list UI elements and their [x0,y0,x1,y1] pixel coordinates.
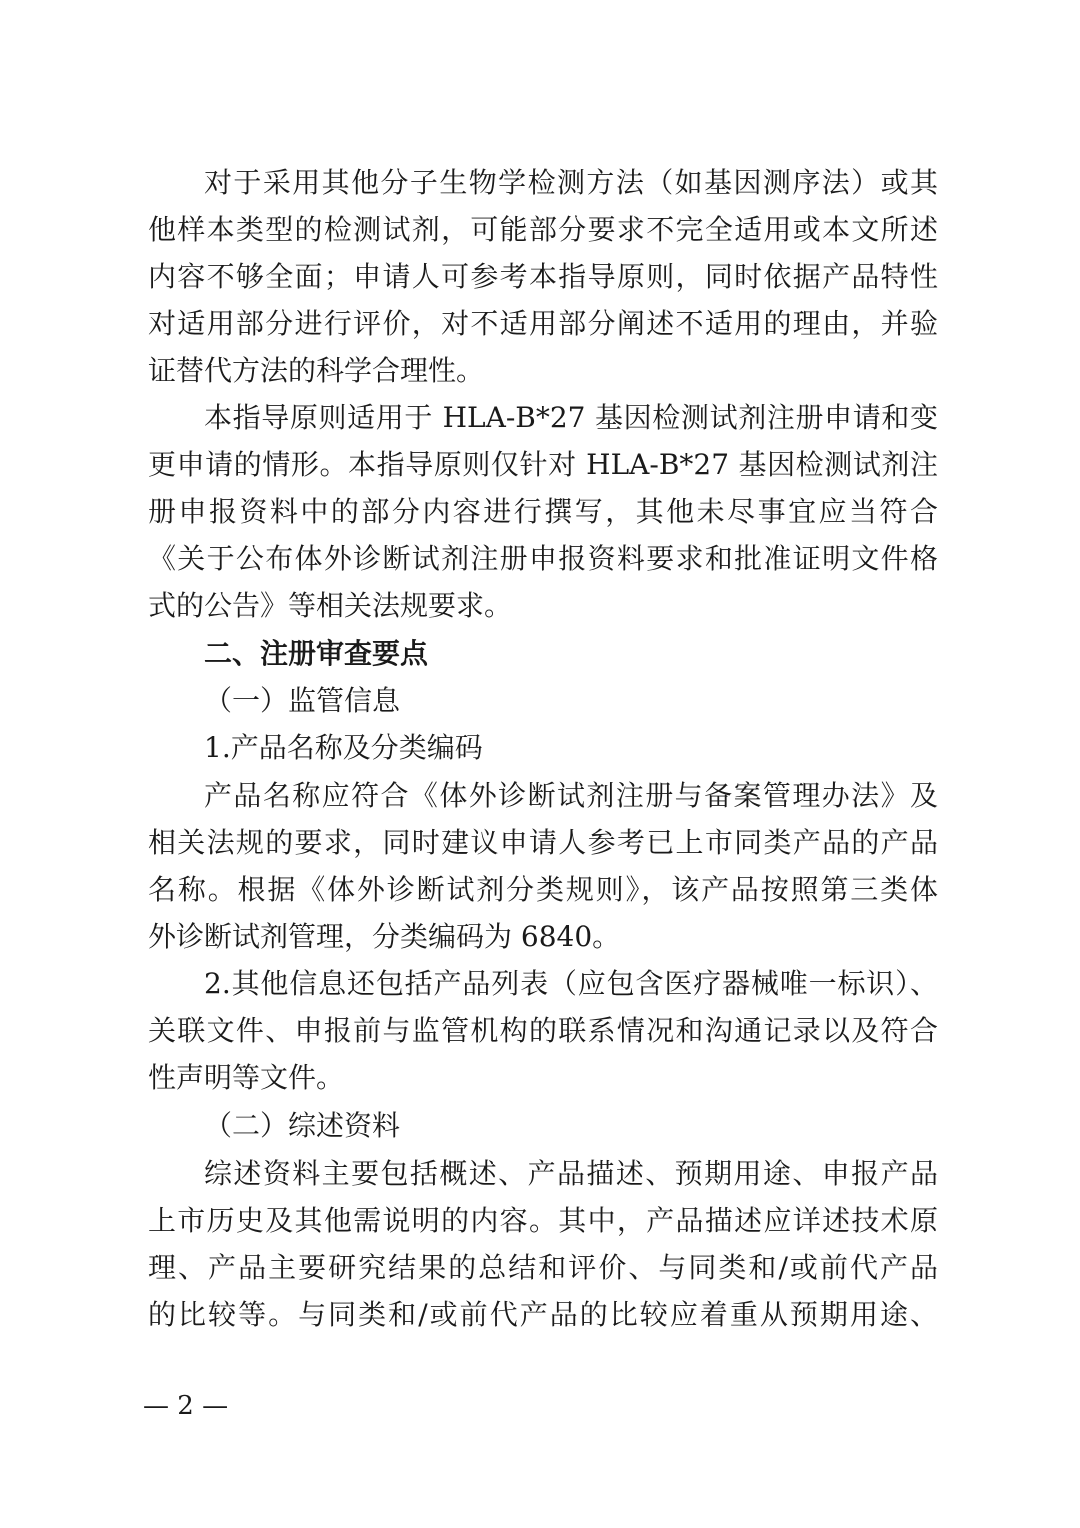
paragraph-line: 理、产品主要研究结果的总结和评价、与同类和/或前代产品 [148,1251,938,1284]
paragraph-line: 名称。根据《体外诊断试剂分类规则》，该产品按照第三类体 [148,873,938,906]
paragraph-line: 性声明等文件。 [148,1061,345,1094]
paragraph-line: 外诊断试剂管理，分类编码为 6840。 [148,920,621,953]
paragraph-line: 式的公告》等相关法规要求。 [148,589,513,622]
paragraph-line: 的比较等。与同类和/或前代产品的比较应着重从预期用途、 [148,1298,938,1331]
subsection-heading: （二）综述资料 [204,1109,401,1142]
paragraph-line: 对适用部分进行评价，对不适用部分阐述不适用的理由，并验 [148,307,938,340]
paragraph-line: 上市历史及其他需说明的内容。其中，产品描述应详述技术原 [148,1204,938,1237]
paragraph-line: 相关法规的要求，同时建议申请人参考已上市同类产品的产品 [148,826,938,859]
paragraph-line: 内容不够全面；申请人可参考本指导原则，同时依据产品特性 [148,260,938,293]
paragraph-line: 2.其他信息还包括产品列表（应包含医疗器械唯一标识）、 [204,967,938,1000]
subsection-heading: （一）监管信息 [204,684,401,717]
paragraph-line: 关联文件、申报前与监管机构的联系情况和沟通记录以及符合 [148,1014,938,1047]
item-heading: 1.产品名称及分类编码 [204,731,483,764]
paragraph-line: 综述资料主要包括概述、产品描述、预期用途、申报产品 [204,1157,938,1190]
paragraph-line: 《关于公布体外诊断试剂注册申报资料要求和批准证明文件格 [148,542,938,575]
paragraph-line: 本指导原则适用于 HLA-B*27 基因检测试剂注册申请和变 [204,401,938,434]
paragraph-line: 册申报资料中的部分内容进行撰写，其他未尽事宜应当符合 [148,495,938,528]
paragraph-line: 证替代方法的科学合理性。 [148,354,485,387]
paragraph-line: 对于采用其他分子生物学检测方法（如基因测序法）或其 [204,166,938,199]
section-heading: 二、注册审查要点 [204,637,429,670]
paragraph-line: 更申请的情形。本指导原则仅针对 HLA-B*27 基因检测试剂注 [148,448,938,481]
paragraph-line: 他样本类型的检测试剂，可能部分要求不完全适用或本文所述 [148,213,938,246]
page-number: — 2 — [143,1391,229,1421]
paragraph-line: 产品名称应符合《体外诊断试剂注册与备案管理办法》及 [204,779,938,812]
